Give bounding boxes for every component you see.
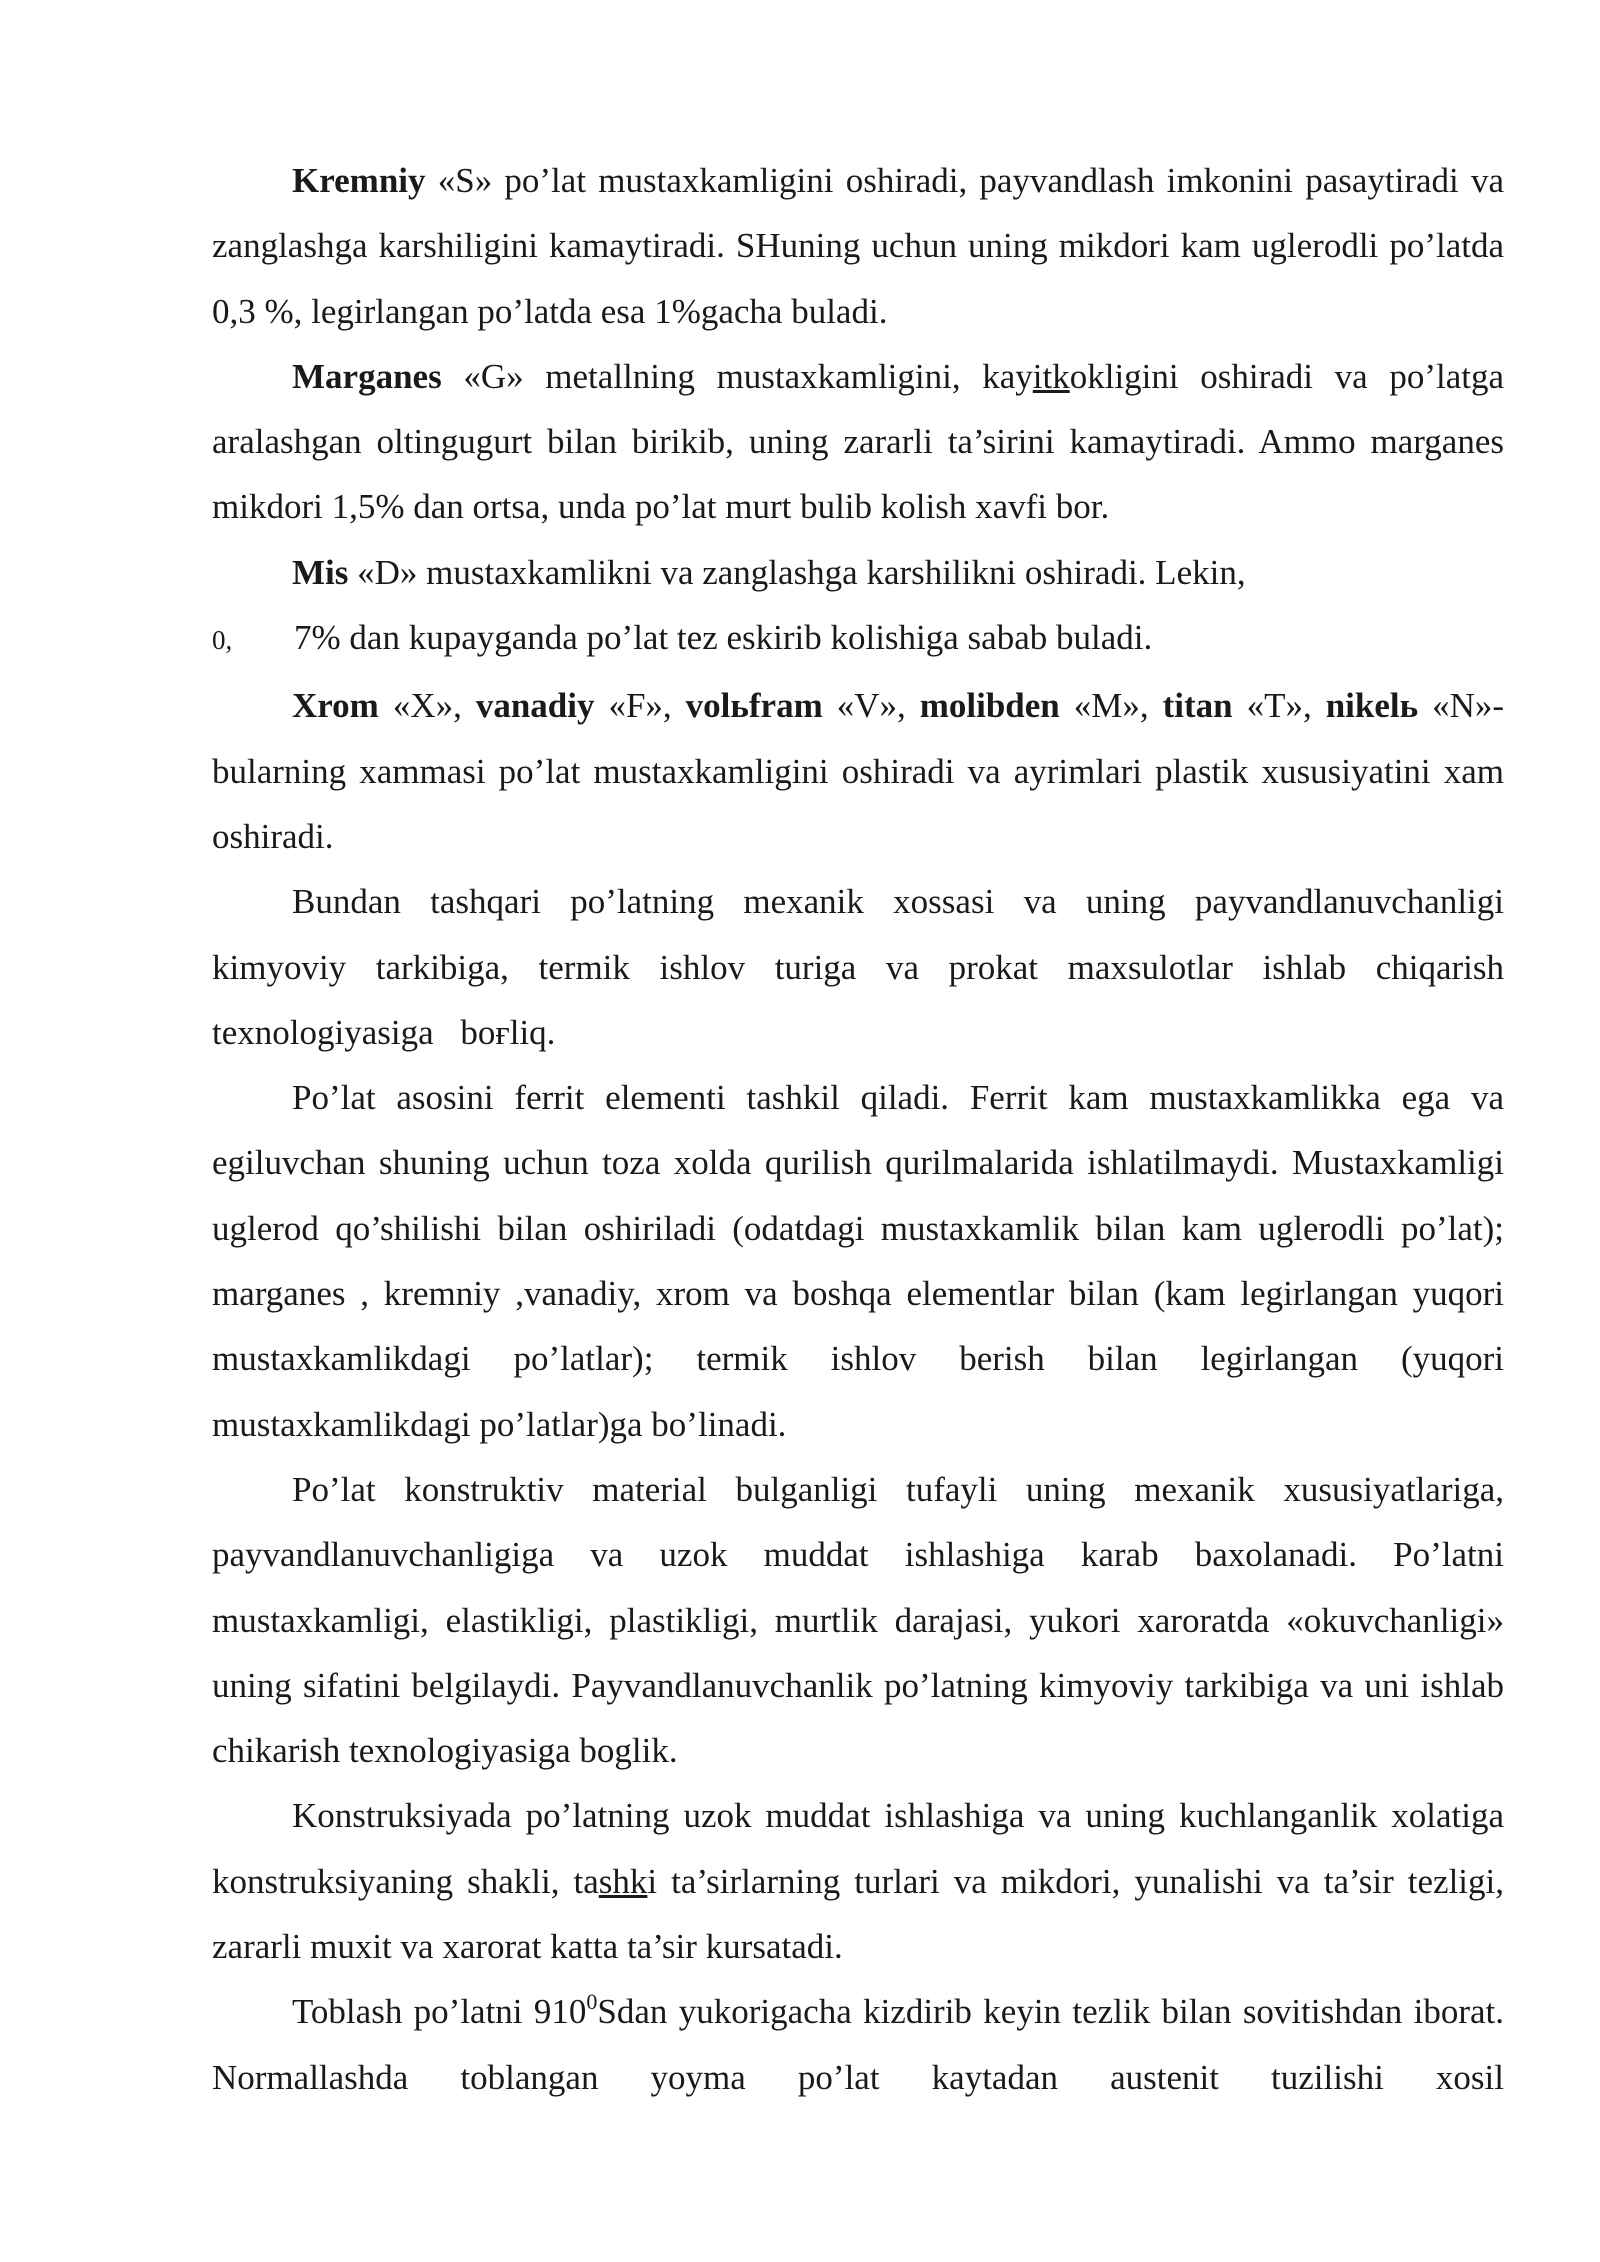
term-molibden: molibden: [919, 686, 1060, 726]
term-mis: Mis: [292, 552, 349, 592]
term-kremniy: Kremniy: [292, 161, 426, 200]
paragraph-text: Sdan yukorigacha kizdirib keyin tezlik bilan sovitishdan iborat. Normallashda toblangan yoyma po’lat kaytadan austenit tuzilishi xosil: [212, 1992, 1504, 2097]
paragraph-text: 7% dan kupayganda po’lat tez eskirib kolishiga sabab buladi.: [294, 618, 1153, 658]
paragraph-mis: [212, 540, 1504, 605]
paragraph-text: «V»,: [822, 686, 920, 726]
paragraph-kremniy: [212, 148, 1504, 344]
paragraph-text: «S» po’lat mustaxkamligini oshiradi, payvandlash imkonini pasaytiradi va zanglashga karshiligini kamaytiradi. SHuning uchun uning mikdori kam uglerodli po’latda 0,3 %, legirlangan po’latda esa 1%gacha buladi.: [212, 161, 1504, 331]
term-vanadiy: vanadiy: [475, 686, 595, 726]
paragraph-text: Toblash po’latni 910: [292, 1992, 587, 2032]
paragraph-text: «G» metallning mustaxkamligini, kay: [441, 356, 1033, 396]
paragraph-construction: [212, 1783, 1504, 1979]
paragraph-mis-continued: [212, 605, 1504, 673]
paragraph-text: Po’lat asosini ferrit elementi tashkil qiladi. Ferrit kam mustaxkamlikka ega va egiluvchan shuning uchun toza xolda qurilish qurilmalarida ishlatilmaydi. Mustaxkamligi uglerod qo’shilishi bilan oshiriladi (odatdagi mustaxkamlik bilan kam uglerodli po’lat); marganes , kremniy ,vanadiy, xrom va boshqa elementlar bilan (kam legirlangan yuqori mustaxkamlikdagi po’latlar); termik ishlov berish bilan legirlangan (yuqori mustaxkamlikdagi po’latlar)ga bo’linadi.: [212, 1078, 1504, 1444]
paragraph-text: okligini oshiradi va po’latga aralashgan oltingugurt bilan birikib, uning zararli ta’sirini kamaytiradi. Ammo marganes mikdori 1,5% dan ortsa, unda po’lat murt bulib kolish xavfi bor.: [212, 356, 1504, 527]
document-page: [212, 148, 1504, 2110]
paragraph-text: «M»,: [1059, 686, 1163, 726]
paragraph-text: «F»,: [594, 686, 686, 726]
paragraph-text: «T»,: [1232, 686, 1326, 726]
paragraph-toblash: [212, 1979, 1504, 2110]
paragraph-mechanical-properties: [212, 869, 1504, 1065]
underlined-text: shk: [598, 1861, 648, 1901]
underlined-text: itk: [1032, 356, 1070, 396]
paragraph-text: «N»- bularning xammasi po’lat mustaxkamligini oshiradi va ayrimlari plastik xususiyatini xam oshiradi.: [212, 686, 1505, 856]
term-titan: titan: [1162, 686, 1233, 726]
term-marganes: Marganes: [292, 356, 442, 396]
small-number: 0,: [212, 625, 233, 656]
paragraph-text: i ta’sirlarning turlari va mikdori, yunalishi va ta’sir tezligi, zararli muxit va xarorat katta ta’sir kursatadi.: [212, 1861, 1504, 1967]
paragraph-alloy-elements: [212, 673, 1504, 869]
term-volfram: volьfram: [685, 686, 823, 726]
paragraph-text: «X»,: [378, 686, 476, 726]
paragraph-marganes: [212, 344, 1504, 540]
superscript-degree: 0: [586, 1989, 598, 2015]
paragraph-text: Po’lat konstruktiv material bulganligi tufayli uning mexanik xususiyatlariga, payvandlanuvchanligiga va uzok muddat ishlashiga karab baxolanadi. Po’latni mustaxkamligi, elastikligi, plastikligi, murtlik darajasi, yukori xaroratda «okuvchanligi» uning sifatini belgilaydi. Payvandlanuvchanlik po’latning kimyoviy tarkibiga va uni ishlab chikarish texnologiyasiga boglik.: [212, 1469, 1504, 1771]
paragraph-text: Bundan tashqari po’latning mexanik xossasi va uning payvandlanuvchanligi kimyoviy tarkibiga, termik ishlov turiga va prokat maxsulotlar ishlab chiqarish texnologiyasiga boғliq.: [212, 882, 1504, 1052]
paragraph-constructive-material: [212, 1457, 1504, 1783]
paragraph-text: Konstruksiyada po’latning uzok muddat ishlashiga va uning kuchlanganlik xolatiga konstruksiyaning shakli, ta: [212, 1796, 1504, 1901]
paragraph-ferrit: [212, 1065, 1504, 1457]
term-nikel: nikelь: [1325, 686, 1419, 726]
paragraph-text: «D» mustaxkamlikni va zanglashga karshilikni oshiradi. Lekin,: [348, 552, 1246, 592]
term-xrom: Xrom: [292, 686, 379, 726]
